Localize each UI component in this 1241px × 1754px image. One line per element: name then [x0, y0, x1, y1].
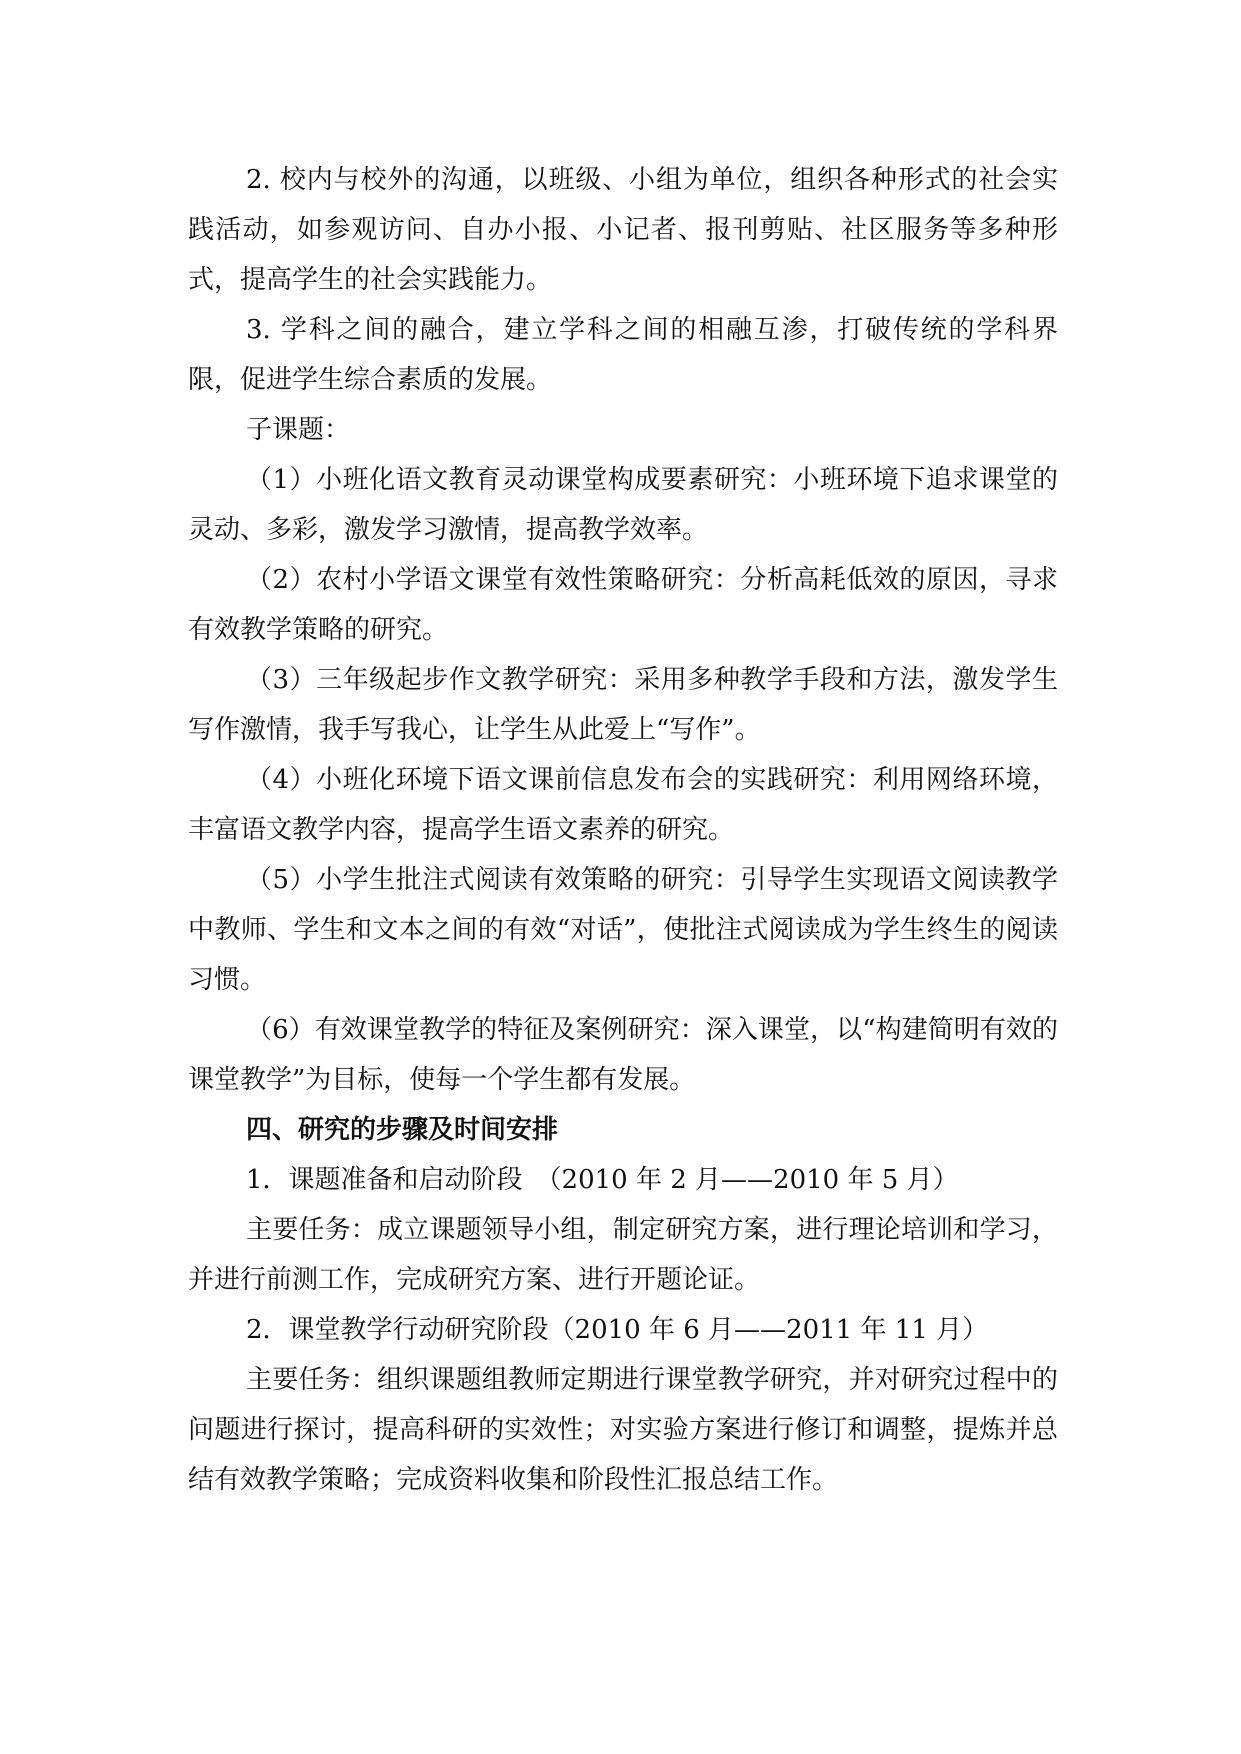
document-page [188, 155, 1058, 1505]
subtopic-5: （5）小学生批注式阅读有效策略的研究：引导学生实现语文阅读教学中教师、学生和文本之间的有效“对话”，使批注式阅读成为学生终生的阅读习惯。 [188, 865, 1058, 995]
subtopic-3: （3）三年级起步作文教学研究：采用多种教学手段和方法，激发学生写作激情，我手写我心，让学生从此爱上“写作”。 [188, 665, 1058, 745]
paragraph-practice: 2. 校内与校外的沟通，以班级、小组为单位，组织各种形式的社会实践活动，如参观访问、自办小报、小记者、报刊剪贴、社区服务等多种形式，提高学生的社会实践能力。 [188, 165, 1058, 295]
subtopic-1: （1）小班化语文教育灵动课堂构成要素研究：小班环境下追求课堂的灵动、多彩，激发学习激情，提高教学效率。 [188, 465, 1058, 545]
stage-2-title: 2．课堂教学行动研究阶段（2010 年 6 月——2011 年 11 月） [246, 1315, 989, 1345]
section-heading: 四、研究的步骤及时间安排 [246, 1115, 559, 1145]
subtopic-6: （6）有效课堂教学的特征及案例研究：深入课堂，以“构建简明有效的课堂教学”为目标，使每一个学生都有发展。 [188, 1015, 1058, 1095]
subtopic-2: （2）农村小学语文课堂有效性策略研究：分析高耗低效的原因，寻求有效教学策略的研究。 [188, 565, 1058, 645]
subtopics-label: 子课题： [246, 415, 351, 445]
paragraph-integration: 3. 学科之间的融合，建立学科之间的相融互渗，打破传统的学科界限，促进学生综合素质的发展。 [188, 315, 1058, 395]
stage-1-tasks: 主要任务：成立课题领导小组，制定研究方案，进行理论培训和学习，并进行前测工作，完成研究方案、进行开题论证。 [188, 1215, 1058, 1295]
subtopic-4: （4）小班化环境下语文课前信息发布会的实践研究：利用网络环境，丰富语文教学内容，提高学生语文素养的研究。 [188, 765, 1058, 845]
stage-2-tasks: 主要任务：组织课题组教师定期进行课堂教学研究，并对研究过程中的问题进行探讨，提高科研的实效性；对实验方案进行修订和调整，提炼并总结有效教学策略；完成资料收集和阶段性汇报总结工作。 [188, 1365, 1058, 1495]
stage-1-title: 1．课题准备和启动阶段 （2010 年 2 月——2010 年 5 月） [246, 1165, 959, 1195]
